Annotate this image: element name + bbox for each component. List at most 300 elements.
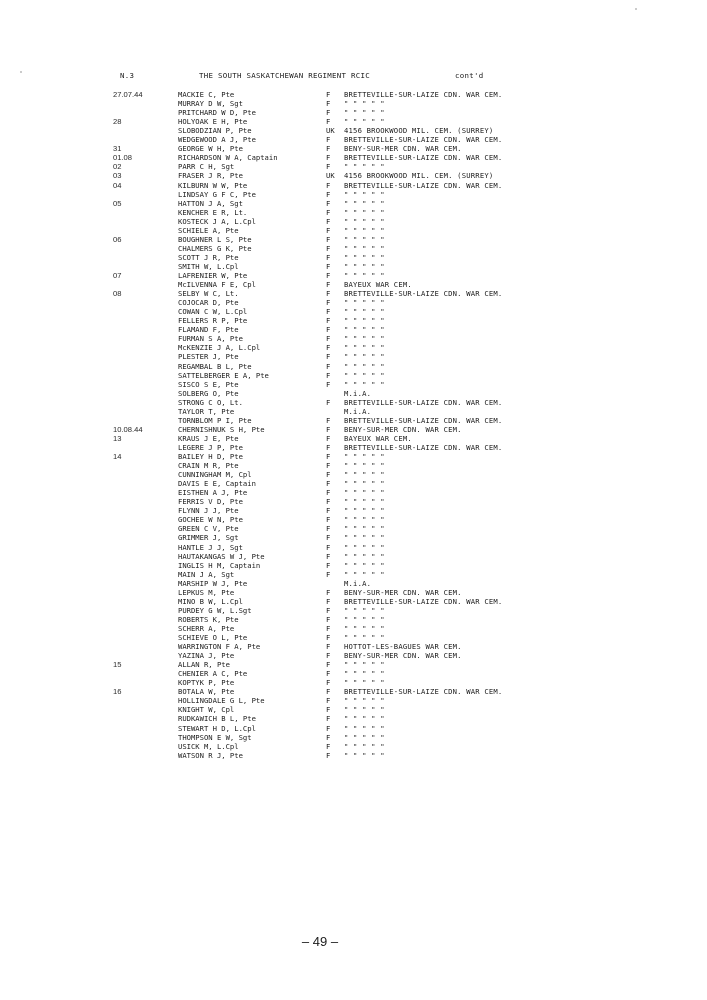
- cemetery-name: " " " " ": [344, 207, 385, 217]
- casualty-name: SOLBERG O, Pte: [178, 388, 239, 398]
- table-row: [0, 461, 707, 470]
- cemetery-name: " " " " ": [344, 298, 385, 308]
- table-row: [0, 687, 707, 696]
- casualty-name: REGAMBAL B L, Pte: [178, 361, 252, 371]
- cemetery-name: BAYEUX WAR CEM.: [344, 280, 412, 290]
- casualty-name: INGLIS H M, Captain: [178, 560, 261, 570]
- burial-country: F: [326, 415, 331, 425]
- table-row: [0, 407, 707, 416]
- casualty-name: PLESTER J, Pte: [178, 352, 239, 362]
- table-row: [0, 543, 707, 552]
- casualty-name: SCOTT J R, Pte: [178, 252, 239, 262]
- table-row: [0, 733, 707, 742]
- burial-country: F: [326, 488, 331, 498]
- casualty-name: GEORGE W H, Pte: [178, 144, 243, 154]
- burial-country: F: [326, 515, 331, 525]
- death-date: 15: [113, 660, 122, 670]
- death-date: 10.08.44: [113, 424, 143, 434]
- cemetery-name: " " " " ": [344, 569, 385, 579]
- casualty-name: HATTON J A, Sgt: [178, 198, 243, 208]
- cemetery-name: BENY-SUR-MER CDN. WAR CEM.: [344, 144, 462, 154]
- casualty-name: CHALMERS G K, Pte: [178, 243, 252, 253]
- cemetery-name: BRETTEVILLE-SUR-LAIZE CDN. WAR CEM.: [344, 687, 503, 697]
- section-number: N.3: [120, 71, 135, 80]
- death-date: 03: [113, 171, 122, 181]
- cemetery-name: " " " " ": [344, 714, 385, 724]
- death-date: 08: [113, 289, 122, 299]
- cemetery-name: " " " " ": [344, 488, 385, 498]
- casualty-name: USICK M, L.Cpl: [178, 741, 239, 751]
- table-row: [0, 144, 707, 153]
- burial-country: F: [326, 424, 331, 434]
- casualty-name: SISCO S E, Pte: [178, 379, 239, 389]
- cemetery-name: " " " " ": [344, 452, 385, 461]
- table-row: [0, 171, 707, 180]
- scan-speck: [635, 8, 637, 10]
- casualty-name: SMITH W, L.Cpl: [178, 261, 239, 271]
- burial-country: F: [326, 714, 331, 724]
- casualty-name: TAYLOR T, Pte: [178, 406, 235, 416]
- burial-country: UK: [326, 171, 335, 181]
- death-date: 14: [113, 452, 122, 461]
- burial-country: F: [326, 162, 331, 172]
- cemetery-name: BENY-SUR-MER CDN. WAR CEM.: [344, 651, 462, 661]
- casualty-name: KILBURN W W, Pte: [178, 180, 248, 190]
- table-row: [0, 280, 707, 289]
- casualty-name: GRIMMER J, Sgt: [178, 533, 239, 543]
- table-row: [0, 515, 707, 524]
- burial-country: F: [326, 642, 331, 652]
- cemetery-name: " " " " ": [344, 669, 385, 679]
- casualty-name: BAILEY H D, Pte: [178, 452, 243, 461]
- cemetery-name: " " " " ": [344, 723, 385, 733]
- burial-country: F: [326, 551, 331, 561]
- cemetery-name: " " " " ": [344, 361, 385, 371]
- cemetery-name: " " " " ": [344, 234, 385, 244]
- burial-country: F: [326, 180, 331, 190]
- burial-country: F: [326, 271, 331, 280]
- burial-country: F: [326, 461, 331, 471]
- casualty-name: STRONG C O, Lt.: [178, 397, 243, 407]
- casualty-name: SLOBODZIAN P, Pte: [178, 126, 252, 136]
- table-row: [0, 208, 707, 217]
- burial-country: UK: [326, 126, 335, 136]
- table-row: [0, 624, 707, 633]
- casualty-name: KENCHER E R, Lt.: [178, 207, 248, 217]
- casualty-name: MACKIE C, Pte: [178, 90, 235, 99]
- casualty-name: SELBY W C, Lt.: [178, 289, 239, 299]
- table-row: [0, 416, 707, 425]
- burial-country: F: [326, 542, 331, 552]
- burial-country: F: [326, 261, 331, 271]
- casualty-name: YAZINA J, Pte: [178, 651, 235, 661]
- burial-country: F: [326, 569, 331, 579]
- casualty-name: McKENZIE J A, L.Cpl: [178, 343, 261, 353]
- burial-country: F: [326, 470, 331, 480]
- casualty-name: GREEN C V, Pte: [178, 524, 239, 534]
- burial-country: F: [326, 298, 331, 308]
- cemetery-name: BRETTEVILLE-SUR-LAIZE CDN. WAR CEM.: [344, 153, 503, 163]
- cemetery-name: 4156 BROOKWOOD MIL. CEM. (SURREY): [344, 126, 494, 136]
- cemetery-name: " " " " ": [344, 325, 385, 335]
- burial-country: F: [326, 587, 331, 597]
- burial-country: F: [326, 198, 331, 208]
- death-date: 28: [113, 117, 122, 127]
- death-date: 16: [113, 687, 122, 697]
- burial-country: F: [326, 596, 331, 606]
- casualty-name: SCHIELE A, Pte: [178, 225, 239, 235]
- cemetery-name: " " " " ": [344, 352, 385, 362]
- cemetery-name: " " " " ": [344, 243, 385, 253]
- cemetery-name: BRETTEVILLE-SUR-LAIZE CDN. WAR CEM.: [344, 180, 503, 190]
- burial-country: F: [326, 614, 331, 624]
- burial-country: F: [326, 442, 331, 452]
- table-row: [0, 479, 707, 488]
- burial-country: F: [326, 524, 331, 534]
- burial-country: F: [326, 117, 331, 127]
- table-row: [0, 235, 707, 244]
- burial-country: F: [326, 361, 331, 371]
- cemetery-name: " " " " ": [344, 261, 385, 271]
- table-row: [0, 434, 707, 443]
- cemetery-name: BAYEUX WAR CEM.: [344, 433, 412, 443]
- casualty-name: CRAIN M R, Pte: [178, 461, 239, 471]
- cemetery-name: " " " " ": [344, 334, 385, 344]
- casualty-name: PARR C H, Sgt: [178, 162, 235, 172]
- table-row: [0, 506, 707, 515]
- cemetery-name: BRETTEVILLE-SUR-LAIZE CDN. WAR CEM.: [344, 289, 503, 299]
- death-date: 04: [113, 180, 122, 190]
- casualty-name: FELLERS R P, Pte: [178, 316, 248, 326]
- cemetery-name: BRETTEVILLE-SUR-LAIZE CDN. WAR CEM.: [344, 442, 503, 452]
- burial-country: F: [326, 252, 331, 262]
- table-row: [0, 398, 707, 407]
- casualty-name: MINO B W, L.Cpl: [178, 596, 243, 606]
- table-row: [0, 524, 707, 533]
- burial-country: F: [326, 479, 331, 489]
- burial-country: F: [326, 280, 331, 290]
- cemetery-name: BRETTEVILLE-SUR-LAIZE CDN. WAR CEM.: [344, 397, 503, 407]
- cemetery-name: M.i.A.: [344, 388, 372, 398]
- burial-country: F: [326, 343, 331, 353]
- cemetery-name: " " " " ": [344, 225, 385, 235]
- table-row: [0, 316, 707, 325]
- casualty-name: WARRINGTON F A, Pte: [178, 642, 261, 652]
- cemetery-name: " " " " ": [344, 633, 385, 642]
- burial-country: F: [326, 234, 331, 244]
- table-row: [0, 162, 707, 171]
- casualty-name: CUNNINGHAM M, Cpl: [178, 470, 252, 480]
- burial-country: F: [326, 705, 331, 715]
- burial-country: F: [326, 135, 331, 145]
- casualty-name: PRITCHARD W D, Pte: [178, 108, 256, 118]
- casualty-name: HOLLINGDALE G L, Pte: [178, 696, 265, 706]
- table-row: [0, 307, 707, 316]
- casualty-name: WATSON R J, Pte: [178, 750, 243, 760]
- cemetery-name: " " " " ": [344, 271, 385, 280]
- page-number: – 49 –: [301, 934, 339, 949]
- table-row: [0, 705, 707, 714]
- table-row: [0, 108, 707, 117]
- casualty-name: TORNBLOM P I, Pte: [178, 415, 252, 425]
- table-row: [0, 389, 707, 398]
- casualty-name: HANTLE J J, Sgt: [178, 542, 243, 552]
- table-row: [0, 99, 707, 108]
- cemetery-name: BRETTEVILLE-SUR-LAIZE CDN. WAR CEM.: [344, 90, 503, 99]
- death-date: 05: [113, 198, 122, 208]
- casualty-name: THOMPSON E W, Sgt: [178, 732, 252, 742]
- table-row: [0, 126, 707, 135]
- cemetery-name: " " " " ": [344, 216, 385, 226]
- casualty-name: ROBERTS K, Pte: [178, 614, 239, 624]
- cemetery-name: " " " " ": [344, 316, 385, 326]
- casualty-name: FLYNN J J, Pte: [178, 506, 239, 516]
- casualty-name: MURRAY D W, Sgt: [178, 99, 243, 109]
- table-row: [0, 334, 707, 343]
- cemetery-name: " " " " ": [344, 551, 385, 561]
- casualty-name: LAFRENIER W, Pte: [178, 271, 248, 280]
- burial-country: F: [326, 605, 331, 615]
- casualty-name: KOSTECK J A, L.Cpl: [178, 216, 256, 226]
- casualty-name: COJOCAR D, Pte: [178, 298, 239, 308]
- burial-country: F: [326, 750, 331, 760]
- cemetery-name: " " " " ": [344, 696, 385, 706]
- cemetery-name: " " " " ": [344, 560, 385, 570]
- cemetery-name: BRETTEVILLE-SUR-LAIZE CDN. WAR CEM.: [344, 415, 503, 425]
- table-row: [0, 325, 707, 334]
- cemetery-name: " " " " ": [344, 678, 385, 688]
- casualty-name: SATTELBERGER E A, Pte: [178, 370, 269, 380]
- table-row: [0, 751, 707, 760]
- cemetery-name: " " " " ": [344, 479, 385, 489]
- casualty-name: DAVIS E E, Captain: [178, 479, 256, 489]
- casualty-name: BOTALA W, Pte: [178, 687, 235, 697]
- death-date: 07: [113, 271, 122, 280]
- burial-country: F: [326, 189, 331, 199]
- table-row: [0, 452, 707, 461]
- table-row: [0, 289, 707, 298]
- cemetery-name: " " " " ": [344, 99, 385, 109]
- cemetery-name: " " " " ": [344, 307, 385, 317]
- table-row: [0, 343, 707, 352]
- cemetery-name: " " " " ": [344, 461, 385, 471]
- table-row: [0, 380, 707, 389]
- burial-country: F: [326, 225, 331, 235]
- death-date: 02: [113, 162, 122, 172]
- burial-country: F: [326, 334, 331, 344]
- burial-country: F: [326, 452, 331, 461]
- burial-country: F: [326, 497, 331, 507]
- cemetery-name: " " " " ": [344, 542, 385, 552]
- table-row: [0, 561, 707, 570]
- cemetery-name: " " " " ": [344, 524, 385, 534]
- burial-country: F: [326, 325, 331, 335]
- table-row: [0, 651, 707, 660]
- table-row: [0, 497, 707, 506]
- table-row: [0, 633, 707, 642]
- table-row: [0, 588, 707, 597]
- casualty-name: RICHARDSON W A, Captain: [178, 153, 278, 163]
- casualty-name: LEPKUS M, Pte: [178, 587, 235, 597]
- casualty-name: RUDKAWICH B L, Pte: [178, 714, 256, 724]
- burial-country: F: [326, 696, 331, 706]
- table-row: [0, 660, 707, 669]
- casualty-name: COWAN C W, L.Cpl: [178, 307, 248, 317]
- cemetery-name: " " " " ": [344, 623, 385, 633]
- death-date: 06: [113, 234, 122, 244]
- table-row: [0, 615, 707, 624]
- death-date: 01.08: [113, 153, 133, 163]
- table-row: [0, 153, 707, 162]
- casualty-name: BOUGHNER L S, Pte: [178, 234, 252, 244]
- casualty-name: McILVENNA F E, Cpl: [178, 280, 256, 290]
- cemetery-name: " " " " ": [344, 117, 385, 127]
- table-row: [0, 117, 707, 126]
- table-row: [0, 724, 707, 733]
- cemetery-name: " " " " ": [344, 506, 385, 516]
- burial-country: F: [326, 144, 331, 154]
- casualty-name: HOLYOAK E H, Pte: [178, 117, 248, 127]
- burial-country: F: [326, 108, 331, 118]
- casualty-name: FLAMAND F, Pte: [178, 325, 239, 335]
- burial-country: F: [326, 623, 331, 633]
- table-row: [0, 470, 707, 479]
- cemetery-name: 4156 BROOKWOOD MIL. CEM. (SURREY): [344, 171, 494, 181]
- burial-country: F: [326, 660, 331, 670]
- table-row: [0, 552, 707, 561]
- cemetery-name: " " " " ": [344, 750, 385, 760]
- death-date: 27.07.44: [113, 90, 143, 99]
- death-date: 13: [113, 433, 122, 443]
- burial-country: F: [326, 533, 331, 543]
- burial-country: F: [326, 207, 331, 217]
- casualty-name: WEDGEWOOD A J, Pte: [178, 135, 256, 145]
- burial-country: F: [326, 379, 331, 389]
- cemetery-name: " " " " ": [344, 660, 385, 670]
- table-row: [0, 714, 707, 723]
- table-row: [0, 488, 707, 497]
- casualty-name: HAUTAKANGAS W J, Pte: [178, 551, 265, 561]
- casualty-name: KNIGHT W, Cpl: [178, 705, 235, 715]
- cemetery-name: M.i.A.: [344, 578, 372, 588]
- cemetery-name: " " " " ": [344, 162, 385, 172]
- continued-label: cont'd: [455, 71, 484, 80]
- table-row: [0, 217, 707, 226]
- cemetery-name: " " " " ": [344, 515, 385, 525]
- table-row: [0, 226, 707, 235]
- table-row: [0, 298, 707, 307]
- table-row: [0, 425, 707, 434]
- casualty-name: GOCHEE W N, Pte: [178, 515, 243, 525]
- burial-country: F: [326, 397, 331, 407]
- table-row: [0, 443, 707, 452]
- table-row: [0, 181, 707, 190]
- cemetery-name: " " " " ": [344, 470, 385, 480]
- table-row: [0, 135, 707, 144]
- cemetery-name: " " " " ": [344, 198, 385, 208]
- table-row: [0, 606, 707, 615]
- scan-speck: [20, 71, 22, 73]
- cemetery-name: " " " " ": [344, 732, 385, 742]
- cemetery-name: " " " " ": [344, 370, 385, 380]
- casualty-name: FRASER J R, Pte: [178, 171, 243, 181]
- burial-country: F: [326, 307, 331, 317]
- table-row: [0, 253, 707, 262]
- burial-country: F: [326, 243, 331, 253]
- casualty-name: MAIN J A, Sgt: [178, 569, 235, 579]
- burial-country: F: [326, 370, 331, 380]
- burial-country: F: [326, 678, 331, 688]
- burial-country: F: [326, 723, 331, 733]
- cemetery-name: " " " " ": [344, 614, 385, 624]
- table-row: [0, 262, 707, 271]
- casualty-name: EISTHEN A J, Pte: [178, 488, 248, 498]
- cemetery-name: " " " " ": [344, 379, 385, 389]
- table-row: [0, 669, 707, 678]
- burial-country: F: [326, 741, 331, 751]
- cemetery-name: " " " " ": [344, 605, 385, 615]
- casualty-name: LEGERE J P, Pte: [178, 442, 243, 452]
- cemetery-name: HOTTOT-LES-BAGUES WAR CEM.: [344, 642, 462, 652]
- casualty-name: SCHERR A, Pte: [178, 623, 235, 633]
- burial-country: F: [326, 732, 331, 742]
- burial-country: F: [326, 560, 331, 570]
- casualty-name: FURMAN S A, Pte: [178, 334, 243, 344]
- casualty-name: KOPTYK P, Pte: [178, 678, 235, 688]
- casualty-name: CHERNISHNUK S H, Pte: [178, 424, 265, 434]
- death-date: 31: [113, 144, 122, 154]
- burial-country: F: [326, 316, 331, 326]
- table-row: [0, 199, 707, 208]
- table-row: [0, 190, 707, 199]
- table-row: [0, 678, 707, 687]
- burial-country: F: [326, 506, 331, 516]
- table-row: [0, 579, 707, 588]
- table-row: [0, 352, 707, 361]
- cemetery-name: M.i.A.: [344, 406, 372, 416]
- casualty-name: ALLAN R, Pte: [178, 660, 230, 670]
- burial-country: F: [326, 216, 331, 226]
- burial-country: F: [326, 669, 331, 679]
- page-title: THE SOUTH SASKATCHEWAN REGIMENT RCIC: [199, 71, 370, 80]
- cemetery-name: BENY-SUR-MER CDN. WAR CEM.: [344, 587, 462, 597]
- burial-country: F: [326, 433, 331, 443]
- table-row: [0, 533, 707, 542]
- casualty-name: PURDEY G W, L.Sgt: [178, 605, 252, 615]
- casualty-name: KRAUS J E, Pte: [178, 433, 239, 443]
- cemetery-name: " " " " ": [344, 741, 385, 751]
- casualty-name: MARSHIP W J, Pte: [178, 578, 248, 588]
- table-row: [0, 597, 707, 606]
- cemetery-name: " " " " ": [344, 108, 385, 118]
- cemetery-name: BRETTEVILLE-SUR-LAIZE CDN. WAR CEM.: [344, 596, 503, 606]
- burial-country: F: [326, 99, 331, 109]
- casualty-name: STEWART H D, L.Cpl: [178, 723, 256, 733]
- table-row: [0, 90, 707, 99]
- cemetery-name: " " " " ": [344, 189, 385, 199]
- cemetery-name: " " " " ": [344, 252, 385, 262]
- casualty-name: FERRIS V D, Pte: [178, 497, 243, 507]
- burial-country: F: [326, 687, 331, 697]
- cemetery-name: " " " " ": [344, 497, 385, 507]
- cemetery-name: BENY-SUR-MER CDN. WAR CEM.: [344, 424, 462, 434]
- table-row: [0, 570, 707, 579]
- burial-country: F: [326, 633, 331, 642]
- cemetery-name: " " " " ": [344, 705, 385, 715]
- table-row: [0, 696, 707, 705]
- cemetery-name: " " " " ": [344, 533, 385, 543]
- burial-country: F: [326, 90, 331, 99]
